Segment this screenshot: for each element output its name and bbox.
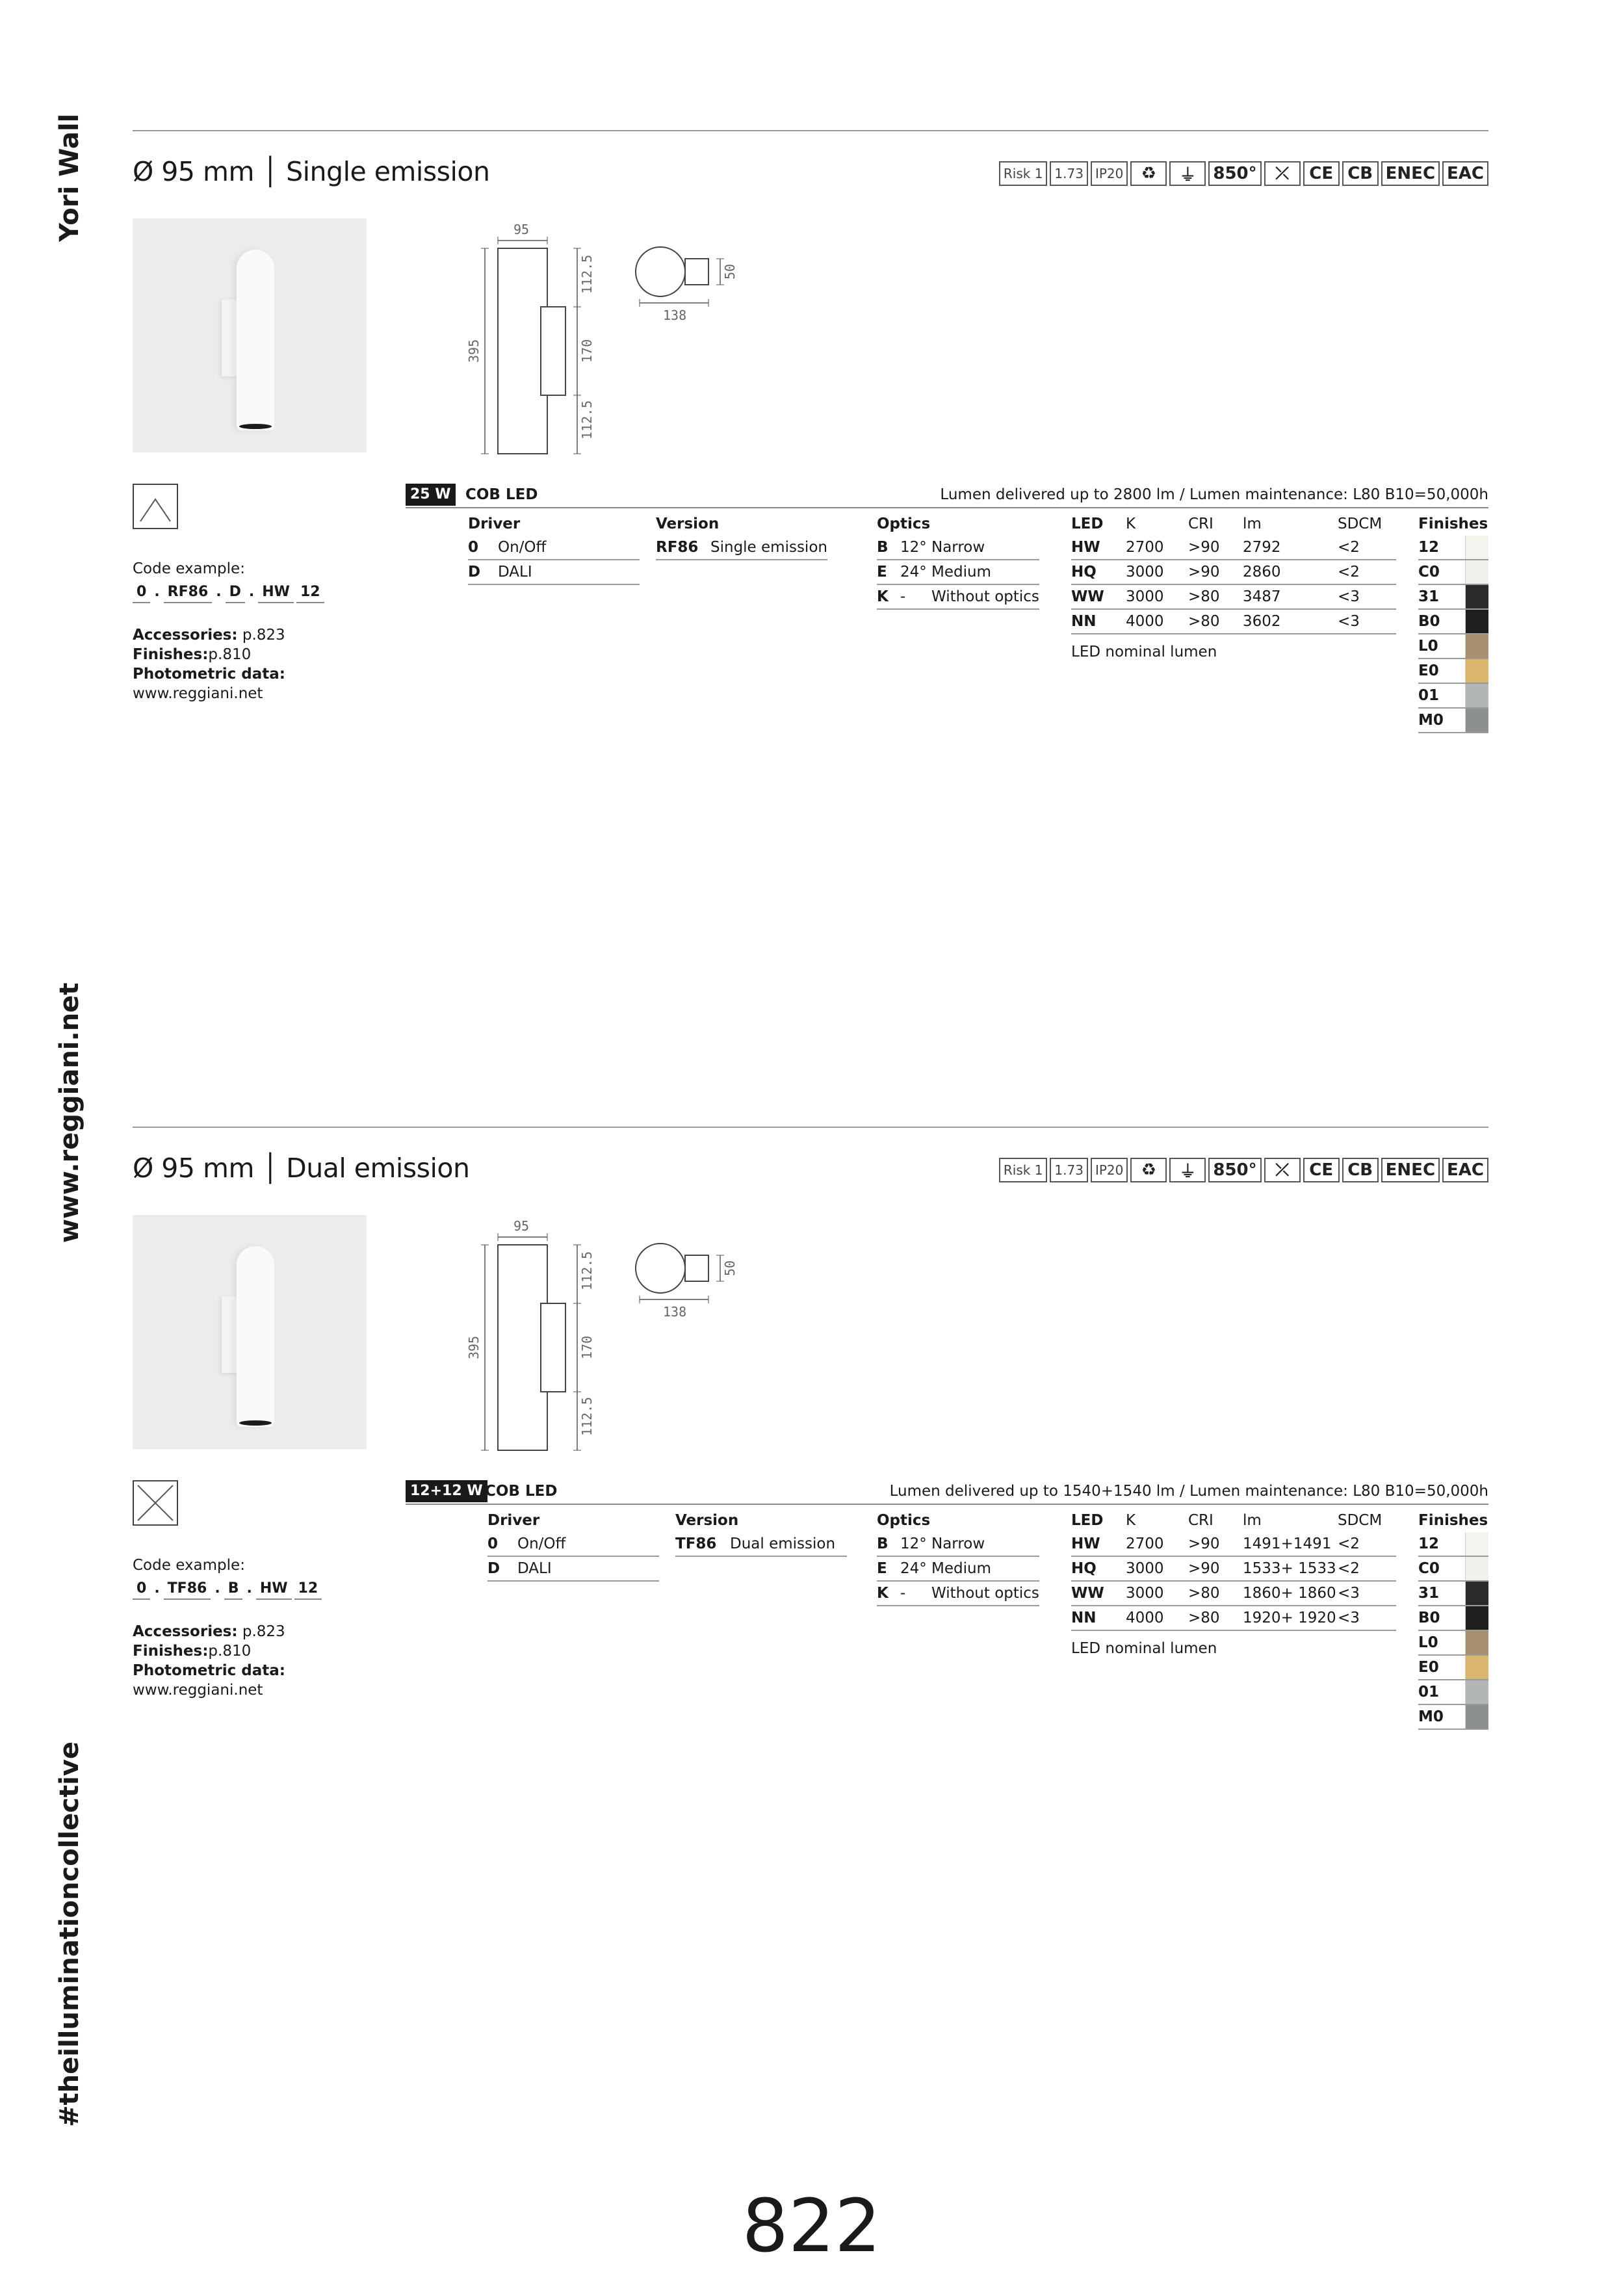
optics-angle: 12° (900, 1535, 927, 1552)
finish-row (1418, 1532, 1488, 1557)
product-photo (133, 218, 367, 452)
led-header-cell: CRI (1188, 1512, 1214, 1529)
code-separator: . (154, 1580, 160, 1597)
optics-code: K (877, 588, 889, 605)
finish-code: M0 (1418, 1708, 1444, 1725)
section-divider (133, 1127, 1488, 1128)
finishes-header: Finishes (1418, 515, 1488, 532)
finish-swatch (1465, 610, 1488, 633)
led-cell: >90 (1188, 539, 1220, 556)
led-row (1071, 610, 1396, 634)
driver-column (487, 1509, 659, 1582)
optics-label: Without optics (931, 1585, 1039, 1602)
finish-swatch (1465, 1705, 1488, 1729)
certification-mark: ⏚ (1169, 161, 1206, 186)
finish-row (1418, 560, 1488, 585)
led-cell: WW (1071, 588, 1104, 605)
accessories-page: p.823 (242, 1623, 285, 1640)
code-example-label: Code example: (133, 560, 245, 577)
optics-code: E (877, 1560, 887, 1577)
led-table (1071, 1509, 1396, 1657)
led-cell: <2 (1338, 1560, 1360, 1577)
version-column (656, 512, 827, 560)
finish-swatch (1465, 1532, 1488, 1556)
finish-swatch (1465, 1606, 1488, 1630)
version-code: TF86 (675, 1535, 717, 1552)
finish-row (1418, 634, 1488, 659)
optics-label: Narrow (931, 1535, 985, 1552)
side-website: www.reggiani.net (55, 982, 84, 1243)
product-info (133, 1556, 322, 1700)
led-cell: <3 (1338, 613, 1360, 630)
finish-row (1418, 659, 1488, 684)
finish-code: E0 (1418, 662, 1439, 679)
finishes-column (1418, 512, 1488, 733)
version-row (656, 536, 827, 560)
certification-mark: ♻ (1130, 161, 1167, 186)
finish-row (1418, 1680, 1488, 1705)
led-note: LED nominal lumen (1071, 1640, 1217, 1657)
led-header-row (1071, 512, 1396, 536)
led-cell: 3000 (1126, 1560, 1164, 1577)
finish-code: L0 (1418, 638, 1438, 655)
optics-angle: - (900, 588, 906, 605)
certification-mark: ENEC (1381, 1158, 1440, 1182)
certification-mark: Risk 1 (999, 1158, 1048, 1182)
optics-label: Without optics (931, 588, 1039, 605)
driver-label: DALI (517, 1560, 552, 1577)
driver-header: Driver (487, 1512, 540, 1529)
finish-swatch (1465, 1656, 1488, 1679)
led-cell: <2 (1338, 564, 1360, 581)
lumen-info: Lumen delivered up to 2800 lm / Lumen maintenance: L80 B10=50,000h (940, 486, 1488, 503)
finishes-label: Finishes: (133, 1643, 209, 1660)
code-segment: TF86 (164, 1579, 211, 1600)
finish-swatch (1465, 560, 1488, 584)
optics-row (877, 1557, 1039, 1582)
lumen-info: Lumen delivered up to 1540+1540 lm / Lumen maintenance: L80 B10=50,000h (889, 1483, 1488, 1500)
led-cell: HQ (1071, 1560, 1097, 1577)
code-segment: 12 (294, 1579, 322, 1600)
led-cell: >80 (1188, 613, 1220, 630)
code-separator: . (246, 1580, 252, 1597)
version-row (675, 1532, 847, 1557)
led-cell: 3000 (1126, 588, 1164, 605)
finish-code: 12 (1418, 1535, 1440, 1552)
finish-row (1418, 1582, 1488, 1606)
led-row (1071, 1582, 1396, 1606)
led-cell: 2700 (1126, 539, 1164, 556)
product-photo (133, 1215, 367, 1449)
optics-angle: - (900, 1585, 906, 1602)
optics-code: E (877, 564, 887, 581)
finish-code: 01 (1418, 1684, 1440, 1701)
certification-mark: 1.73 (1050, 1158, 1088, 1182)
driver-code: 0 (468, 539, 479, 556)
optics-column (877, 512, 1039, 610)
driver-header: Driver (468, 515, 521, 532)
version-header: Version (675, 1512, 739, 1529)
finish-code: 12 (1418, 539, 1440, 556)
optics-row (877, 1582, 1039, 1606)
code-example (133, 1579, 322, 1600)
led-row (1071, 1606, 1396, 1631)
finish-row (1418, 610, 1488, 634)
optics-angle: 24° (900, 564, 927, 581)
spec-table (406, 484, 1488, 744)
section-title: Ø 95 mm │ Dual emission (133, 1153, 470, 1184)
led-header-cell: K (1126, 1512, 1136, 1529)
led-header-cell: SDCM (1338, 1512, 1383, 1529)
finish-swatch (1465, 1631, 1488, 1654)
certification-mark: EAC (1442, 1158, 1488, 1182)
optics-label: Medium (931, 564, 991, 581)
led-header-cell: K (1126, 515, 1136, 532)
led-cell: <3 (1338, 1585, 1360, 1602)
optics-code: B (877, 1535, 889, 1552)
led-cell: 3487 (1243, 588, 1281, 605)
finish-swatch (1465, 709, 1488, 732)
finish-code: 31 (1418, 1585, 1440, 1602)
certification-mark: CE (1303, 161, 1340, 186)
certification-mark: CB (1342, 161, 1379, 186)
dim-depth: 138 (663, 307, 687, 323)
optics-angle: 24° (900, 1560, 927, 1577)
certification-mark: CB (1342, 1158, 1379, 1182)
led-cell: 1491+1491 (1243, 1535, 1332, 1552)
certification-mark: Risk 1 (999, 161, 1048, 186)
page-number: 822 (742, 2184, 881, 2269)
dim-height: 395 (466, 339, 482, 363)
dim-width: 95 (513, 222, 530, 237)
finishes-page: p.810 (208, 1643, 252, 1660)
optics-code: B (877, 539, 889, 556)
certification-mark: EAC (1442, 161, 1488, 186)
led-cell: >90 (1188, 1560, 1220, 1577)
finish-swatch (1465, 659, 1488, 683)
accessories-page: p.823 (242, 627, 285, 644)
finish-code: 31 (1418, 588, 1440, 605)
finish-swatch (1465, 1582, 1488, 1605)
code-separator: . (248, 584, 255, 600)
code-example (133, 582, 324, 603)
led-cell: >80 (1188, 588, 1220, 605)
code-segment: 0 (133, 1579, 150, 1600)
code-segment: B (224, 1579, 243, 1600)
led-cell: 4000 (1126, 1610, 1164, 1626)
dim-width: 95 (513, 1218, 530, 1234)
photometric-link[interactable]: www.reggiani.net (133, 685, 263, 702)
code-separator: . (154, 584, 160, 600)
code-separator: . (216, 584, 222, 600)
led-row (1071, 1532, 1396, 1557)
optics-angle: 12° (900, 539, 927, 556)
certification-mark: ⤫ (1264, 1158, 1301, 1182)
section-title: Ø 95 mm │ Single emission (133, 156, 490, 187)
led-header-cell: lm (1243, 515, 1262, 532)
certification-mark: 1.73 (1050, 161, 1088, 186)
code-segment: HW (256, 1579, 292, 1600)
certification-mark: IP20 (1091, 161, 1128, 186)
wattage-badge: 25 W (406, 484, 456, 506)
code-segment: HW (258, 582, 294, 603)
led-table (1071, 512, 1396, 660)
photometric-link[interactable]: www.reggiani.net (133, 1682, 263, 1699)
certification-mark: CE (1303, 1158, 1340, 1182)
optics-code: K (877, 1585, 889, 1602)
led-header-cell: SDCM (1338, 515, 1383, 532)
finish-swatch (1465, 684, 1488, 707)
led-cell: 2792 (1243, 539, 1281, 556)
finish-code: C0 (1418, 564, 1440, 581)
driver-row (468, 536, 640, 560)
product-info (133, 559, 324, 703)
led-header-cell: LED (1071, 515, 1104, 532)
led-cell: 4000 (1126, 613, 1164, 630)
led-cell: 3602 (1243, 613, 1281, 630)
led-row (1071, 585, 1396, 610)
side-hashtag: #theilluminationcollective (55, 1742, 84, 2127)
driver-code: D (468, 564, 481, 581)
led-cell: WW (1071, 1585, 1104, 1602)
spec-header (406, 484, 1488, 508)
led-cell: 2860 (1243, 564, 1281, 581)
certification-mark: 850° (1208, 1158, 1261, 1182)
finish-row (1418, 1557, 1488, 1582)
technical-drawing (454, 215, 779, 462)
code-segment: RF86 (164, 582, 213, 603)
led-cell: NN (1071, 613, 1097, 630)
dim-bottom: 112.5 (579, 400, 595, 439)
cross-icon (133, 1480, 178, 1526)
mounting-icon (133, 484, 178, 529)
driver-label: On/Off (517, 1535, 566, 1552)
finish-code: B0 (1418, 613, 1440, 630)
led-row (1071, 1557, 1396, 1582)
version-label: Dual emission (730, 1535, 836, 1552)
spec-header (406, 1480, 1488, 1505)
dim-height: 395 (466, 1335, 482, 1359)
spec-table (406, 1480, 1488, 1740)
light-source: COB LED (465, 486, 538, 503)
dim-bottom: 112.5 (579, 1396, 595, 1436)
led-cell: >80 (1188, 1585, 1220, 1602)
technical-drawing (454, 1211, 779, 1458)
led-cell: 3000 (1126, 1585, 1164, 1602)
led-cell: HW (1071, 1535, 1100, 1552)
led-cell: HW (1071, 539, 1100, 556)
side-product-name: Yori Wall (55, 113, 84, 242)
version-label: Single emission (710, 539, 827, 556)
led-row (1071, 536, 1396, 560)
code-example-label: Code example: (133, 1557, 245, 1574)
driver-row (487, 1557, 659, 1582)
code-segment: D (226, 582, 245, 603)
finish-code: M0 (1418, 712, 1444, 729)
finish-code: C0 (1418, 1560, 1440, 1577)
optics-row (877, 536, 1039, 560)
optics-header: Optics (877, 1512, 931, 1529)
certification-mark: IP20 (1091, 1158, 1128, 1182)
dim-circle: 50 (722, 1260, 738, 1276)
certification-mark: ENEC (1381, 161, 1440, 186)
led-row (1071, 560, 1396, 585)
finish-code: L0 (1418, 1634, 1438, 1651)
dim-depth: 138 (663, 1304, 687, 1320)
certification-mark: 850° (1208, 161, 1261, 186)
finish-row (1418, 1656, 1488, 1680)
section-divider (133, 130, 1488, 131)
code-segment: 0 (133, 582, 150, 603)
led-cell: <3 (1338, 588, 1360, 605)
photometric-label: Photometric data: (133, 666, 285, 683)
product-section (133, 130, 1488, 910)
optics-column (877, 1509, 1039, 1606)
accessories-label: Accessories: (133, 1623, 238, 1640)
code-separator: . (214, 1580, 220, 1597)
led-cell: 1533+ 1533 (1243, 1560, 1336, 1577)
led-cell: 1920+ 1920 (1243, 1610, 1336, 1626)
led-header-row (1071, 1509, 1396, 1532)
finishes-column (1418, 1509, 1488, 1730)
driver-code: D (487, 1560, 500, 1577)
dim-mid: 170 (579, 339, 595, 363)
led-cell: NN (1071, 1610, 1097, 1626)
certification-mark: ♻ (1130, 1158, 1167, 1182)
certification-strip (999, 161, 1488, 186)
finish-swatch (1465, 1557, 1488, 1580)
driver-row (468, 560, 640, 585)
version-header: Version (656, 515, 720, 532)
optics-row (877, 1532, 1039, 1557)
finish-swatch (1465, 1680, 1488, 1704)
finishes-label: Finishes: (133, 646, 209, 663)
dim-mid: 170 (579, 1335, 595, 1359)
finishes-page: p.810 (208, 646, 252, 663)
finish-swatch (1465, 634, 1488, 658)
wattage-badge: 12+12 W (406, 1480, 487, 1502)
dim-circle: 50 (722, 263, 738, 280)
driver-column (468, 512, 640, 585)
led-cell: 1860+ 1860 (1243, 1585, 1336, 1602)
driver-label: DALI (498, 564, 532, 581)
driver-code: 0 (487, 1535, 499, 1552)
finish-code: B0 (1418, 1610, 1440, 1626)
version-code: RF86 (656, 539, 699, 556)
driver-row (487, 1532, 659, 1557)
finish-swatch (1465, 536, 1488, 559)
dim-top: 112.5 (579, 1251, 595, 1290)
led-cell: <2 (1338, 539, 1360, 556)
finish-row (1418, 709, 1488, 733)
optics-label: Narrow (931, 539, 985, 556)
driver-label: On/Off (498, 539, 547, 556)
led-header-cell: lm (1243, 1512, 1262, 1529)
finish-row (1418, 585, 1488, 610)
led-cell: 3000 (1126, 564, 1164, 581)
led-cell: >80 (1188, 1610, 1220, 1626)
led-header-cell: LED (1071, 1512, 1104, 1529)
optics-label: Medium (931, 1560, 991, 1577)
finish-row (1418, 684, 1488, 709)
product-section (133, 1127, 1488, 1907)
finish-row (1418, 1705, 1488, 1730)
led-cell: >90 (1188, 1535, 1220, 1552)
finish-swatch (1465, 585, 1488, 608)
optics-row (877, 585, 1039, 610)
certification-strip (999, 1158, 1488, 1182)
optics-row (877, 560, 1039, 585)
led-cell: >90 (1188, 564, 1220, 581)
finish-code: E0 (1418, 1659, 1439, 1676)
finishes-header: Finishes (1418, 1512, 1488, 1529)
photometric-label: Photometric data: (133, 1662, 285, 1679)
finish-row (1418, 1606, 1488, 1631)
led-cell: HQ (1071, 564, 1097, 581)
light-source: COB LED (485, 1483, 558, 1500)
led-cell: 2700 (1126, 1535, 1164, 1552)
led-note: LED nominal lumen (1071, 644, 1217, 660)
led-header-cell: CRI (1188, 515, 1214, 532)
accessories-label: Accessories: (133, 627, 238, 644)
certification-mark: ⏚ (1169, 1158, 1206, 1182)
dim-top: 112.5 (579, 254, 595, 294)
led-cell: <3 (1338, 1610, 1360, 1626)
finish-row (1418, 536, 1488, 560)
version-column (675, 1509, 847, 1557)
finish-row (1418, 1631, 1488, 1656)
optics-header: Optics (877, 515, 931, 532)
finish-code: 01 (1418, 687, 1440, 704)
code-segment: 12 (296, 582, 324, 603)
led-cell: <2 (1338, 1535, 1360, 1552)
certification-mark: ⤫ (1264, 161, 1301, 186)
